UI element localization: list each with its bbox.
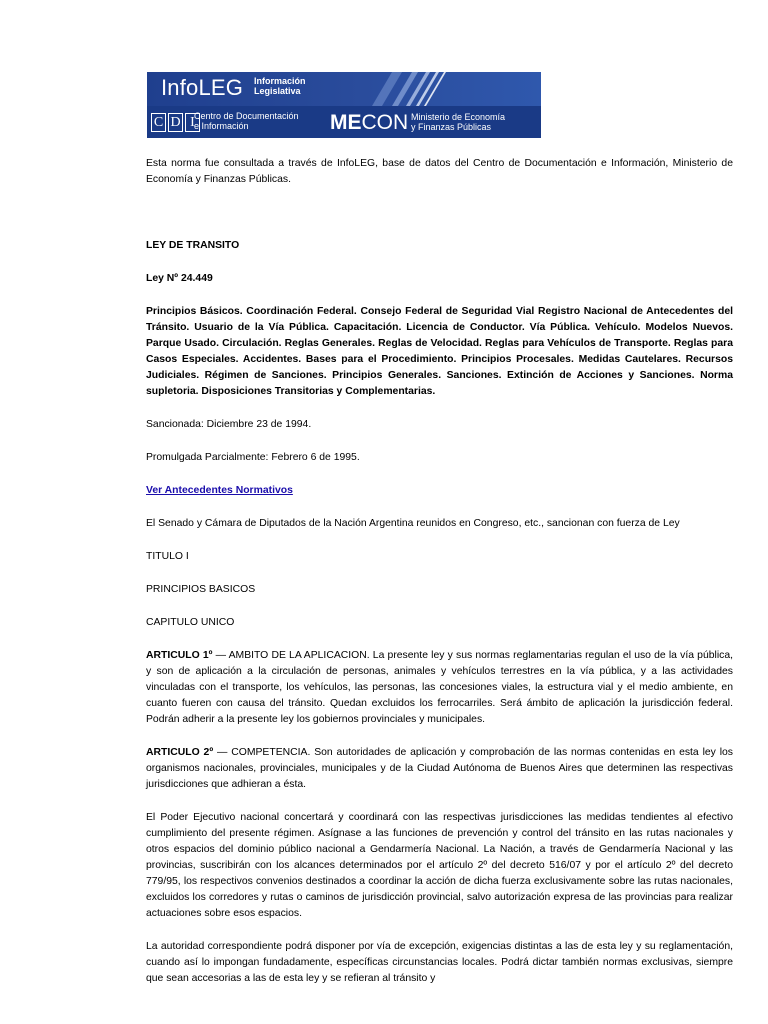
ministry-caption <box>411 112 505 132</box>
law-title: LEY DE TRANSITO <box>146 240 240 251</box>
cdi-caption-line-1: Centro de Documentación <box>194 111 299 121</box>
infoleg-subtitle <box>254 76 306 96</box>
cdi-logo <box>151 113 200 132</box>
law-summary: Principios Básicos. Coordinación Federal. Consejo Federal de Seguridad Vial Registro Nacional de Antecedentes del Tránsito. Usuario de la Vía Pública. Capacitación. Licencia de Conductor. Vía Pública. Vehículo. Modelos Nuevos. Parque Usado. Circulación. Reglas Generales. Reglas de Velocidad. Reglas para Vehículos de Transporte. Reglas para Casos Especiales. Accidentes. Bases para el Procedimiento. Principios Procesales. Medidas Cautelares. Recursos Judiciales. Régimen de Sanciones. Principios Generales. Sanciones. Extinción de Acciones y Sanciones. Norma supletoria. Disposiciones Transitorias y Complementarias. <box>146 306 733 397</box>
intro-note: Esta norma fue consultada a través de InfoLEG, base de datos del Centro de Documentación e Información, Ministerio de Economía y Finanzas Públicas. <box>146 158 733 185</box>
logo-sub-line-1: Información <box>254 76 306 86</box>
cdi-caption-line-2: e Información <box>194 121 249 131</box>
infoleg-header-banner <box>147 72 541 138</box>
article-2-label: ARTICULO 2º <box>146 747 214 758</box>
promulgation-date: Promulgada Parcialmente: Febrero 6 de 1995. <box>146 452 360 463</box>
document-body <box>146 156 733 987</box>
article-1-label: ARTICULO 1º <box>146 650 213 661</box>
executive-paragraph: El Poder Ejecutivo nacional concertará y coordinará con las respectivas jurisdicciones las medidas tendientes al efectivo cumplimiento del presente régimen. Asígnase a las funciones de prevención y control del tránsito en las rutas nacionales y otros espacios del dominio público nacional a Gendarmería Nacional. La Nación, a través de Gendarmería Nacional y las provincias, suscribirán con los alcances determinados por el artículo 2º del decreto 516/07 y por el artículo 2º del decreto 779/95, los respectivos convenios destinados a coordinar la acción de dicha fuerza exclusivamente sobre las rutas nacionales, excluidos los corredores y rutas o caminos de jurisdicción provincial, salvo autorización expresa de las provincias para realizar actuaciones sobre esos espacios. <box>146 812 733 919</box>
article-2 <box>146 745 733 793</box>
mecon-logo-con: CON <box>361 111 409 134</box>
enactment-formula: El Senado y Cámara de Diputados de la Nación Argentina reunidos en Congreso, etc., sancionan con fuerza de Ley <box>146 518 680 529</box>
cdi-letter-i: I <box>185 113 200 132</box>
chapter-heading: CAPITULO UNICO <box>146 617 235 628</box>
law-number: Ley Nº 24.449 <box>146 273 213 284</box>
authority-paragraph: La autoridad correspondiente podrá disponer por vía de excepción, exigencias distintas a las de esta ley y su reglamentación, cuando así lo impongan fundadamente, específicas circunstancias locales. Podrá dictar también normas exclusivas, siempre que sean accesorias a las de esta ley y se refieran al tránsito y <box>146 941 733 984</box>
section-heading: PRINCIPIOS BASICOS <box>146 584 256 595</box>
article-2-text: — COMPETENCIA. Son autoridades de aplicación y comprobación de las normas contenidas en esta ley los organismos nacionales, provinciales, municipales y de la Ciudad Autónoma de Buenos Aires que determinen las respectivas jurisdicciones que adhieran a ésta. <box>146 747 734 790</box>
decorative-stripes-icon <box>362 72 541 106</box>
mecon-logo-me: ME <box>330 111 362 134</box>
cdi-caption <box>194 111 299 131</box>
article-1-text: — AMBITO DE LA APLICACION. La presente ley y sus normas reglamentarias regulan el uso de la vía pública, y son de aplicación a la circulación de personas, animales y vehículos terrestres en la vía pública, y a las actividades vinculadas con el transporte, los vehículos, las personas, las concesiones viales, la estructura vial y el medio ambiente, en cuanto fueren con causa del tránsito. Quedan excluidos los ferrocarriles. Será ámbito de aplicación la jurisdicción federal. Podrán adherir a la presente ley los gobiernos provinciales y municipales. <box>146 650 733 725</box>
logo-sub-line-2: Legislativa <box>254 86 301 96</box>
ministry-caption-line-1: Ministerio de Economía <box>411 112 506 122</box>
infoleg-logo: InfoLEG <box>161 75 244 100</box>
cdi-letter-c: C <box>151 113 166 132</box>
ministry-caption-line-2: y Finanzas Públicas <box>411 122 492 132</box>
mecon-logo <box>330 111 408 135</box>
antecedents-link[interactable]: Ver Antecedentes Normativos <box>146 485 293 496</box>
title-heading: TITULO I <box>146 551 189 562</box>
sanction-date: Sancionada: Diciembre 23 de 1994. <box>146 419 312 430</box>
cdi-letter-d: D <box>168 113 183 132</box>
article-1 <box>146 648 733 728</box>
